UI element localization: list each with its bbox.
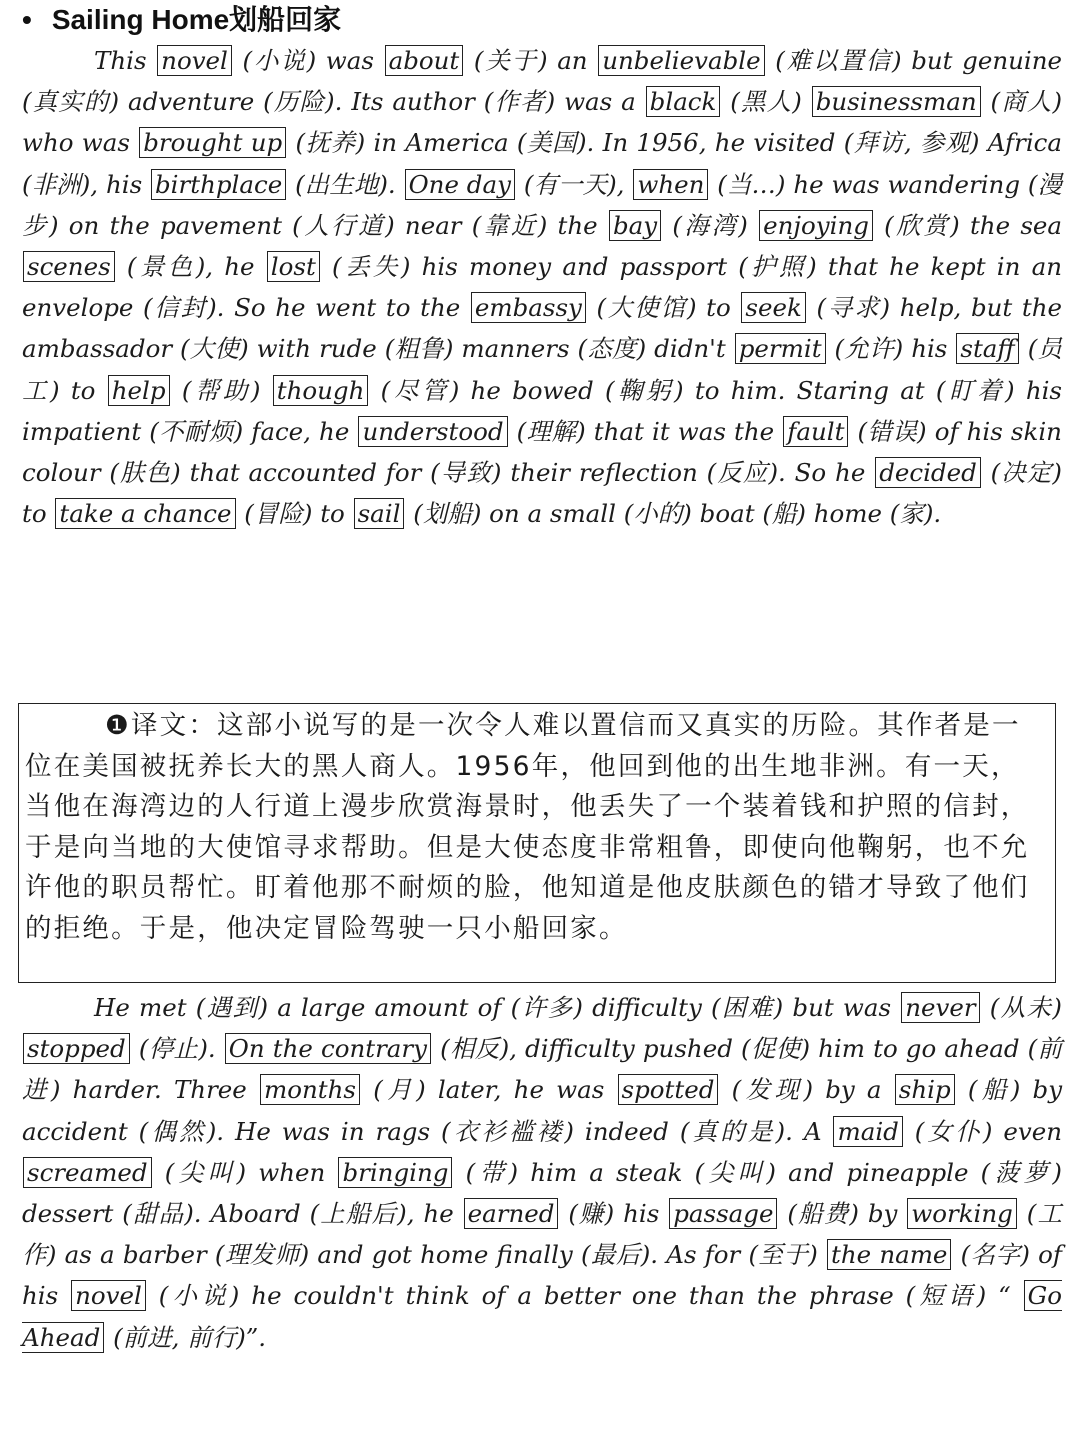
text-run: (小说) was [242, 46, 374, 75]
boxed-keyword: embassy [471, 292, 586, 323]
text-run: (从未) [989, 993, 1062, 1022]
boxed-keyword: permit [735, 333, 826, 364]
text-run: (带) him a steak (尖叫) and pineapple (菠萝) dessert (甜品). Aboard (上船后), he [22, 1157, 1062, 1229]
boxed-keyword: sail [354, 498, 405, 529]
boxed-keyword: when [633, 169, 708, 200]
boxed-keyword: brought up [139, 127, 286, 158]
boxed-keyword: enjoying [759, 210, 873, 241]
paragraph-2-words [22, 993, 1062, 1352]
text-run: (停止). [138, 1034, 216, 1064]
text-run: (工作) as a barber (理发师) and got home finally (最后). As for (至于) [22, 1199, 1062, 1270]
boxed-keyword: scenes [23, 251, 115, 282]
text-run: (寻求) help, but the ambassador (大使) with rude (粗鲁) manners (态度) didn't [22, 293, 1063, 364]
text-run: (出生地). [295, 169, 396, 199]
boxed-keyword: take a chance [55, 498, 235, 529]
text-run: (员工) to [22, 334, 1062, 405]
boxed-keyword: never [901, 992, 979, 1023]
text-run: (抚养) in America (美国). In 1956, he visited (拜访, 参观) Africa (非洲), his [22, 128, 1062, 199]
boxed-keyword: lost [267, 251, 320, 282]
boxed-keyword: Go Ahead [22, 1281, 1062, 1352]
boxed-keyword: months [260, 1074, 360, 1105]
text-run: He met (遇到) a large amount of (许多) difficulty (困难) but was [94, 993, 892, 1022]
text-run: (相反), difficulty pushed (促使) him to go ahead (前进) harder. Three [22, 1034, 1062, 1105]
text-run: (难以置信) but genuine (真实的) adventure (历险). Its author (作者) was a [22, 46, 1063, 117]
text-run: (黑人) [730, 87, 802, 117]
text-run: (赚) his [568, 1199, 660, 1229]
boxed-keyword: fault [783, 416, 848, 447]
text-run: (尖叫) when [164, 1157, 326, 1187]
boxed-keyword: black [646, 86, 721, 117]
boxed-keyword: the name [827, 1239, 951, 1270]
title-text: Sailing Home划船回家 [51, 4, 342, 35]
text-run: (有一天), [523, 169, 625, 199]
boxed-keyword: novel [157, 45, 232, 76]
boxed-keyword: screamed [23, 1157, 152, 1188]
text-run: (船) by accident (偶然). He was in rags (衣衫褴褛) indeed (真的是). A [22, 1075, 1063, 1146]
boxed-keyword: about [385, 45, 464, 76]
boxed-keyword: ship [895, 1074, 955, 1105]
boxed-keyword: passage [669, 1198, 777, 1229]
text-run: (决定) to [22, 458, 1062, 529]
boxed-keyword: maid [833, 1116, 902, 1147]
boxed-keyword: bringing [338, 1157, 452, 1188]
text-run: (发现) by a [731, 1075, 882, 1105]
text-run: (帮助) [181, 375, 261, 405]
translation-box [18, 703, 1056, 983]
translation-text: ❶译文：这部小说写的是一次令人难以置信而又真实的历险。其作者是一位在美国被抚养长大的黑人商人。1956年，他回到他的出生地非洲。有一天，当他在海湾边的人行道上漫步欣赏海景时，他丢失了一个装着钱和护照的信封，于是向当地的大使馆寻求帮助。但是大使态度非常粗鲁，即使向他鞠躬，也不允许他的职员帮忙。盯着他那不耐烦的脸，他知道是他皮肤颜色的错才导致了他们的拒绝。于是，他决定冒险驾驶一只小船回家。 [25, 710, 1030, 944]
text-run: This [94, 46, 147, 75]
boxed-keyword: understood [358, 416, 507, 447]
text-run: (名字) of his [22, 1240, 1062, 1311]
text-run: (女仆) even [914, 1116, 1062, 1146]
boxed-keyword: help [108, 375, 170, 406]
text-run: (月) later, he was [373, 1075, 605, 1105]
boxed-keyword: stopped [23, 1033, 130, 1064]
text-run: (大使馆) to [596, 293, 731, 323]
boxed-keyword: earned [464, 1198, 559, 1229]
boxed-keyword: spotted [618, 1074, 719, 1105]
passage-paragraph-2 [22, 987, 1062, 1358]
text-run: (理解) that it was the [516, 416, 775, 446]
text-run: (欣赏) the sea [884, 210, 1063, 240]
boxed-keyword: though [273, 375, 369, 406]
text-run: (船费) by [787, 1199, 898, 1229]
text-run: (景色), he [126, 252, 255, 282]
boxed-keyword: One day [405, 169, 515, 200]
text-run: (小说) he couldn't think of a better one than the phrase (短语) “ [158, 1281, 1011, 1311]
boxed-keyword: working [907, 1198, 1017, 1229]
passage-paragraph-1 [22, 40, 1062, 534]
boxed-keyword: seek [741, 292, 805, 323]
boxed-keyword: businessman [812, 86, 981, 117]
text-run: (前进, 前行)”. [113, 1322, 267, 1352]
text-run: (允许) his [834, 334, 948, 364]
boxed-keyword: decided [875, 457, 981, 488]
boxed-keyword: On the contrary [225, 1033, 431, 1064]
text-run: (当…) he was wandering (漫步) on the pavement (人行道) near (靠近) the [22, 169, 1062, 240]
page-title [22, 2, 341, 38]
text-run: (关于) an [473, 46, 588, 75]
boxed-keyword: unbelievable [598, 45, 764, 76]
text-run: (商人) who was [22, 87, 1063, 158]
boxed-keyword: staff [956, 333, 1018, 364]
boxed-keyword: novel [71, 1280, 146, 1311]
boxed-keyword: birthplace [151, 169, 286, 200]
text-run: (海湾) [672, 210, 748, 240]
text-run: (冒险) to [244, 499, 345, 529]
text-run: (错误) of his skin colour (肤色) that accounted for (导致) their reflection (反应). So he [22, 416, 1062, 488]
text-run: (丢失) his money and passport (护照) that he kept in an envelope (信封). So he went to the [22, 252, 1062, 323]
text-run: (尽管) he bowed (鞠躬) to him. Staring at (盯着) his impatient (不耐烦) face, he [22, 375, 1063, 446]
text-run: (划船) on a small (小的) boat (船) home (家). [413, 499, 942, 529]
bullet-icon: • [22, 4, 32, 35]
boxed-keyword: bay [609, 210, 661, 241]
paragraph-1-words [22, 46, 1062, 528]
